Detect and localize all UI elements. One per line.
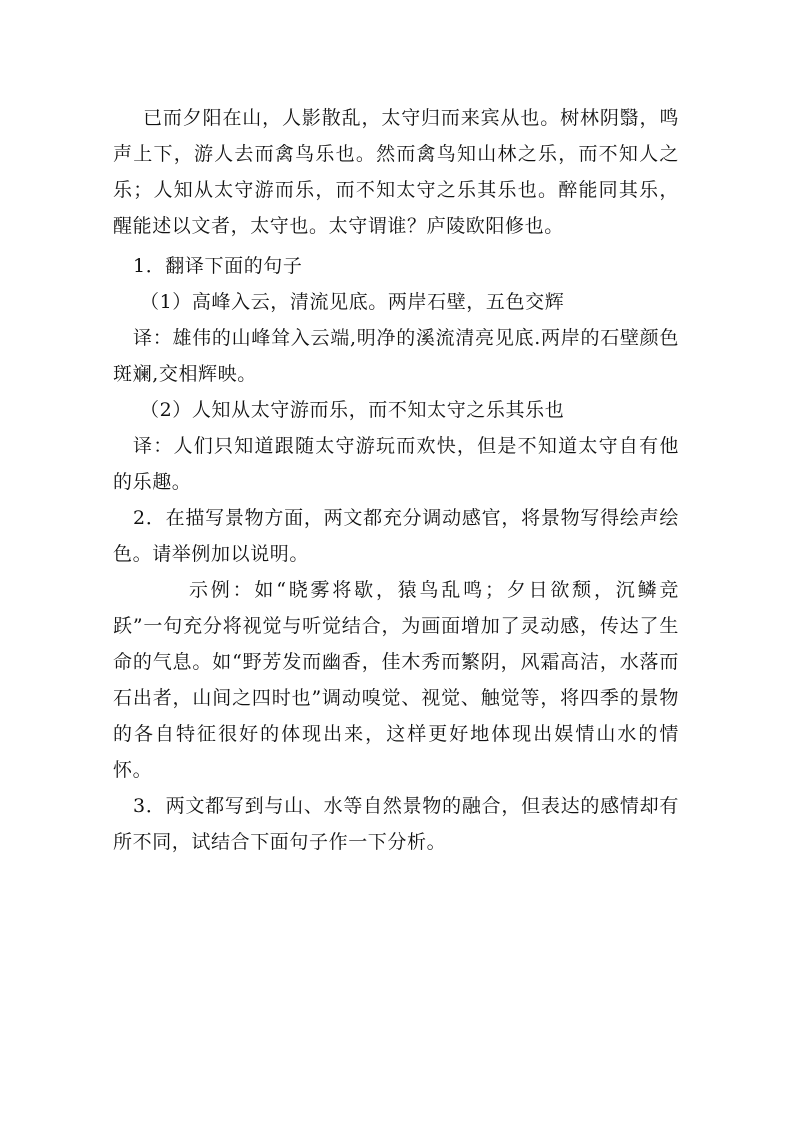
question-3-title: 3．两文都写到与山、水等自然景物的融合，但表达的感情却有所不同，试结合下面句子作一下分析。 bbox=[113, 795, 679, 853]
question-1-translation-1: 译：雄伟的山峰耸入云端,明净的溪流清亮见底.两岸的石壁颜色斑斓,交相辉映。 bbox=[113, 327, 679, 385]
question-1-item-1: （1）高峰入云，清流见底。两岸石壁，五色交辉 bbox=[140, 291, 565, 313]
question-1-title: 1．翻译下面的句子 bbox=[133, 255, 303, 277]
question-1-translation-2: 译：人们只知道跟随太守游玩而欢快，但是不知道太守自有他的乐趣。 bbox=[113, 435, 679, 493]
question-2-title: 2．在描写景物方面，两文都充分调动感官，将景物写得绘声绘色。请举例加以说明。 bbox=[113, 507, 679, 565]
passage-paragraph: 已而夕阳在山，人影散乱，太守归而来宾从也。树林阴翳，鸣声上下，游人去而禽鸟乐也。然而禽鸟知山林之乐，而不知人之乐；人知从太守游而乐，而不知太守之乐其乐也。醉能同其乐，醒能述以文者，太守也。太守谓谁？庐陵欧阳修也。 bbox=[113, 107, 679, 237]
question-1-item-2: （2）人知从太守游而乐，而不知太守之乐其乐也 bbox=[140, 399, 565, 421]
document-page bbox=[113, 100, 679, 860]
question-2-answer: 示例：如“晓雾将歇，猿鸟乱鸣；夕日欲颓，沉鳞竞跃”一句充分将视觉与听觉结合，为画面增加了灵动感，传达了生命的气息。如“野芳发而幽香，佳木秀而繁阴，风霜高洁，水落而石出者，山间之四时也”调动嗅觉、视觉、触觉等，将四季的景物的各自特征很好的体现出来，这样更好地体现出娱情山水的情怀。 bbox=[113, 579, 679, 781]
